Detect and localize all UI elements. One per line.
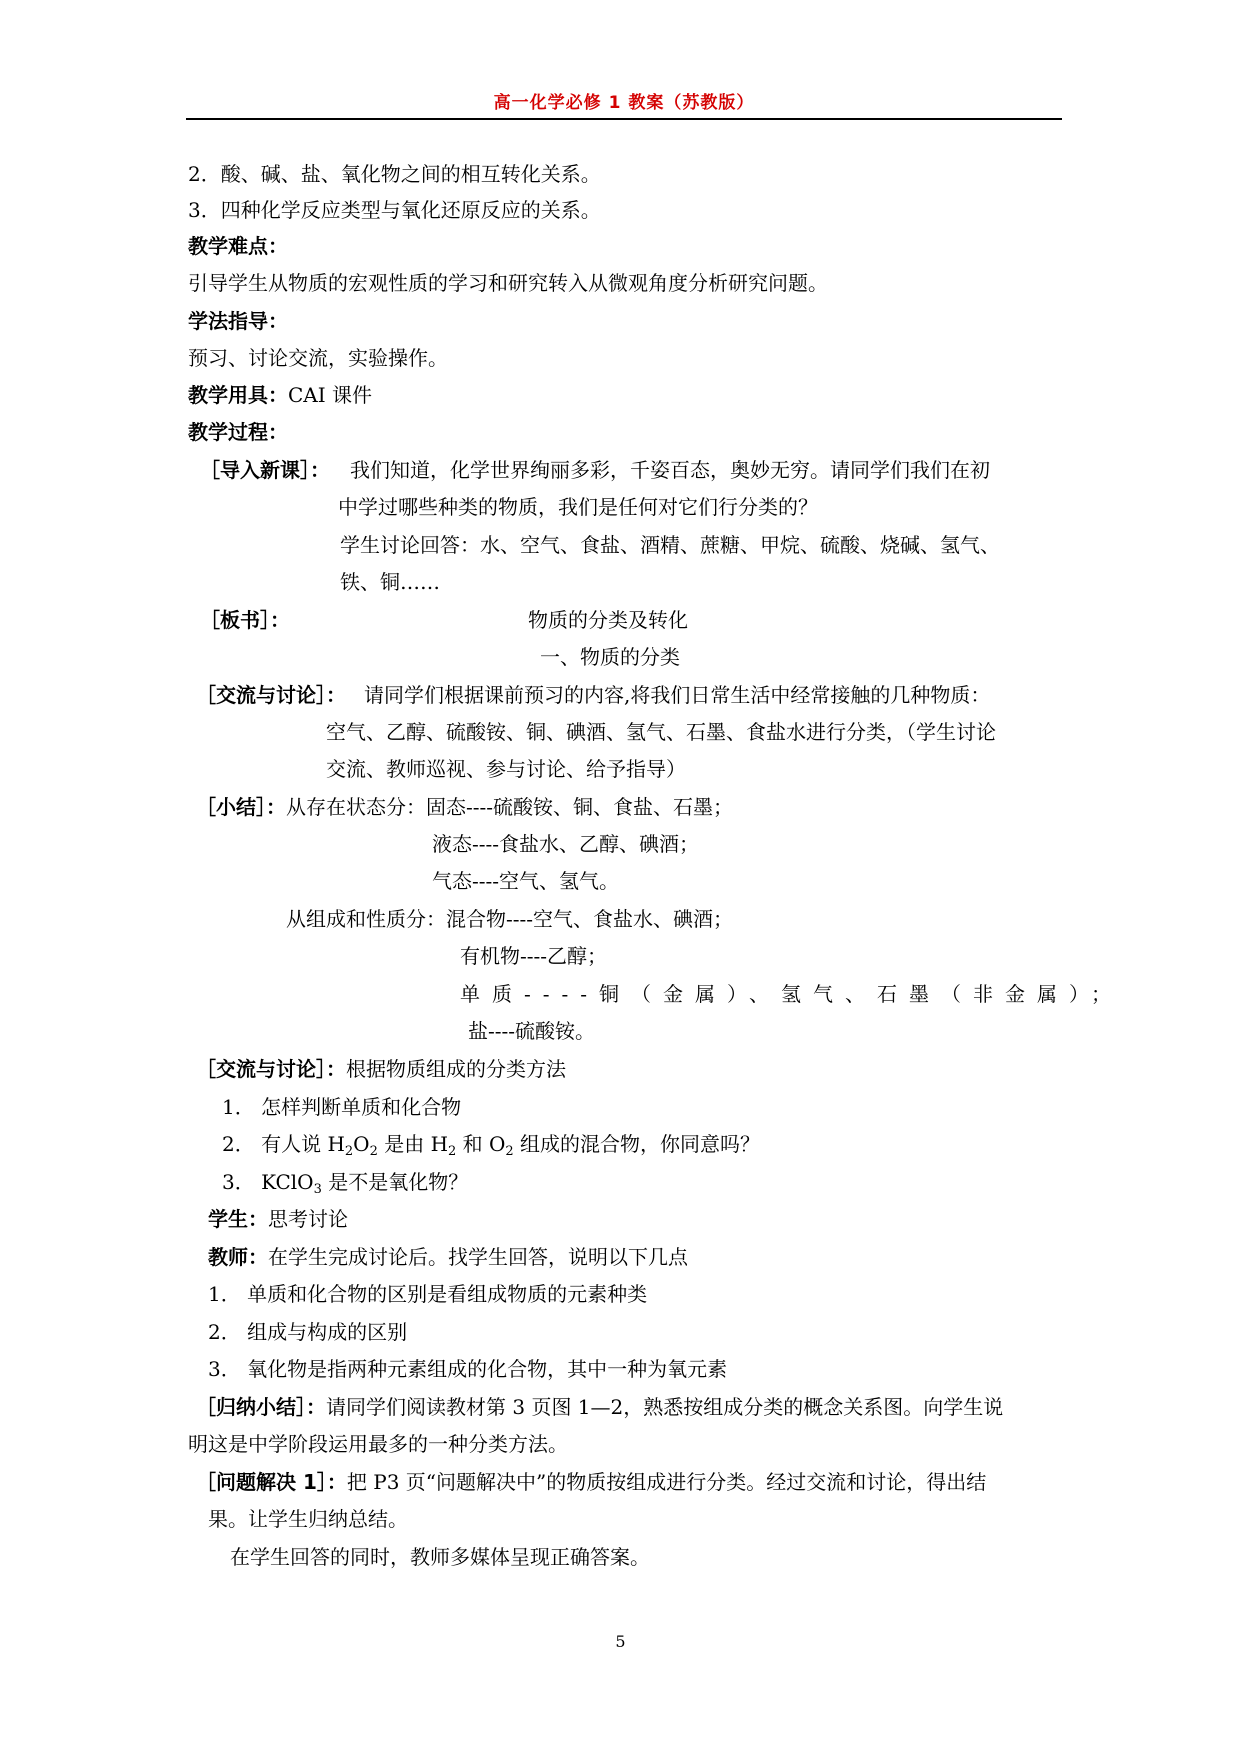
tools-line xyxy=(188,383,372,407)
label-problem: ［问题解决 1］： xyxy=(196,1470,347,1494)
text-line: 明这是中学阶段运用最多的一种分类方法。 xyxy=(188,1432,568,1456)
text-line: 铁、铜…… xyxy=(340,570,440,594)
label-induction: ［归纳小结］： xyxy=(196,1395,326,1419)
text-fragment: 和 O xyxy=(456,1132,506,1156)
teacher-text: 在学生完成讨论后。找学生回答，说明以下几点 xyxy=(268,1245,688,1269)
heading-method: 学法指导： xyxy=(188,309,288,333)
question-item: 1． 怎样判断单质和化合物 xyxy=(222,1095,462,1119)
text-fragment: 3． KClO xyxy=(222,1170,314,1194)
text-line: 2．酸、碱、盐、氧化物之间的相互转化关系。 xyxy=(188,162,601,186)
text-line: 引导学生从物质的宏观性质的学习和研究转入从微观角度分析研究问题。 xyxy=(188,271,828,295)
subscript: 2 xyxy=(369,1144,378,1159)
text-line: 有机物----乙醇； xyxy=(460,944,608,968)
text-line: 盐----硫酸铵。 xyxy=(468,1019,596,1043)
tools-value: CAI 课件 xyxy=(288,383,373,407)
text-line: 预习、讨论交流，实验操作。 xyxy=(188,346,448,370)
label-board: ［板书］： xyxy=(200,608,290,632)
text-line: 空气、乙醇、硫酸铵、铜、碘酒、氢气、石墨、食盐水进行分类，（学生讨论 xyxy=(326,720,996,744)
board-subtitle: 一、物质的分类 xyxy=(540,645,680,669)
page-header-title: 高一化学必修 1 教案（苏教版） xyxy=(493,93,755,113)
text-fragment: 是由 H xyxy=(377,1132,449,1156)
text-line: 我们知道，化学世界绚丽多彩，千姿百态，奥妙无穷。请同学们我们在初 xyxy=(350,458,990,482)
question-item xyxy=(222,1132,761,1159)
question-item xyxy=(222,1170,469,1197)
teacher-line xyxy=(208,1245,688,1269)
label-discussion: ［交流与讨论］： xyxy=(196,683,346,707)
text-line: 中学过哪些种类的物质，我们是任何对它们行分类的？ xyxy=(338,495,818,519)
text-line: 3．四种化学反应类型与氧化还原反应的关系。 xyxy=(188,198,601,222)
label-intro: ［导入新课］： xyxy=(200,458,330,482)
subscript: 2 xyxy=(448,1144,457,1159)
text-line: 交流、教师巡视、参与讨论、给予指导） xyxy=(326,757,686,781)
subscript: 2 xyxy=(505,1144,514,1159)
point-item: 1． 单质和化合物的区别是看组成物质的元素种类 xyxy=(208,1282,648,1306)
text-line: 单质----铜（金属）、氢气、石墨（非金属）； xyxy=(460,982,1124,1006)
text-line: 气态----空气、氢气。 xyxy=(432,869,620,893)
text-line: 从组成和性质分：混合物----空气、食盐水、碘酒； xyxy=(286,907,734,931)
label-student: 学生： xyxy=(208,1207,268,1231)
heading-difficulty: 教学难点： xyxy=(188,234,288,258)
heading-process: 教学过程： xyxy=(188,420,288,444)
text-line: 果。让学生归纳总结。 xyxy=(208,1507,408,1531)
label-summary: ［小结］： xyxy=(196,795,286,819)
label-discussion-2: ［交流与讨论］： xyxy=(196,1057,346,1081)
text-fragment: 组成的混合物，你同意吗？ xyxy=(513,1132,761,1156)
heading-tools: 教学用具： xyxy=(188,383,288,407)
problem-text: 把 P3 页“问题解决中”的物质按组成进行分类。经过交流和讨论，得出结 xyxy=(346,1470,987,1494)
text-line: 液态----食盐水、乙醇、碘酒； xyxy=(432,832,700,856)
label-teacher: 教师： xyxy=(208,1245,268,1269)
induction-text: 请同学们阅读教材第 3 页图 1—2，熟悉按组成分类的概念关系图。向学生说 xyxy=(326,1395,1004,1419)
header-rule xyxy=(186,118,1062,120)
subscript: 3 xyxy=(313,1182,322,1197)
text-fragment: 是不是氧化物？ xyxy=(321,1170,469,1194)
text-line: 从存在状态分：固态----硫酸铵、铜、食盐、石墨； xyxy=(286,795,734,819)
text-line: 请同学们根据课前预习的内容,将我们日常生活中经常接触的几种物质： xyxy=(364,683,991,707)
text-line: 学生讨论回答：水、空气、食盐、酒精、蔗糖、甲烷、硫酸、烧碱、氢气、 xyxy=(340,533,1000,557)
text-fragment: 2． 有人说 H xyxy=(222,1132,345,1156)
board-title: 物质的分类及转化 xyxy=(528,608,688,632)
discussion2-text: 根据物质组成的分类方法 xyxy=(346,1057,566,1081)
point-item: 2． 组成与构成的区别 xyxy=(208,1320,408,1344)
problem-line xyxy=(196,1470,986,1494)
student-line xyxy=(208,1207,348,1231)
text-fragment: O xyxy=(353,1132,370,1156)
discussion2-line xyxy=(196,1057,566,1081)
student-text: 思考讨论 xyxy=(268,1207,348,1231)
induction-line xyxy=(196,1395,1003,1419)
point-item: 3． 氧化物是指两种元素组成的化合物，其中一种为氧元素 xyxy=(208,1357,728,1381)
page-number: 5 xyxy=(615,1632,626,1651)
subscript: 2 xyxy=(344,1144,354,1159)
text-line: 在学生回答的同时，教师多媒体呈现正确答案。 xyxy=(230,1545,650,1569)
